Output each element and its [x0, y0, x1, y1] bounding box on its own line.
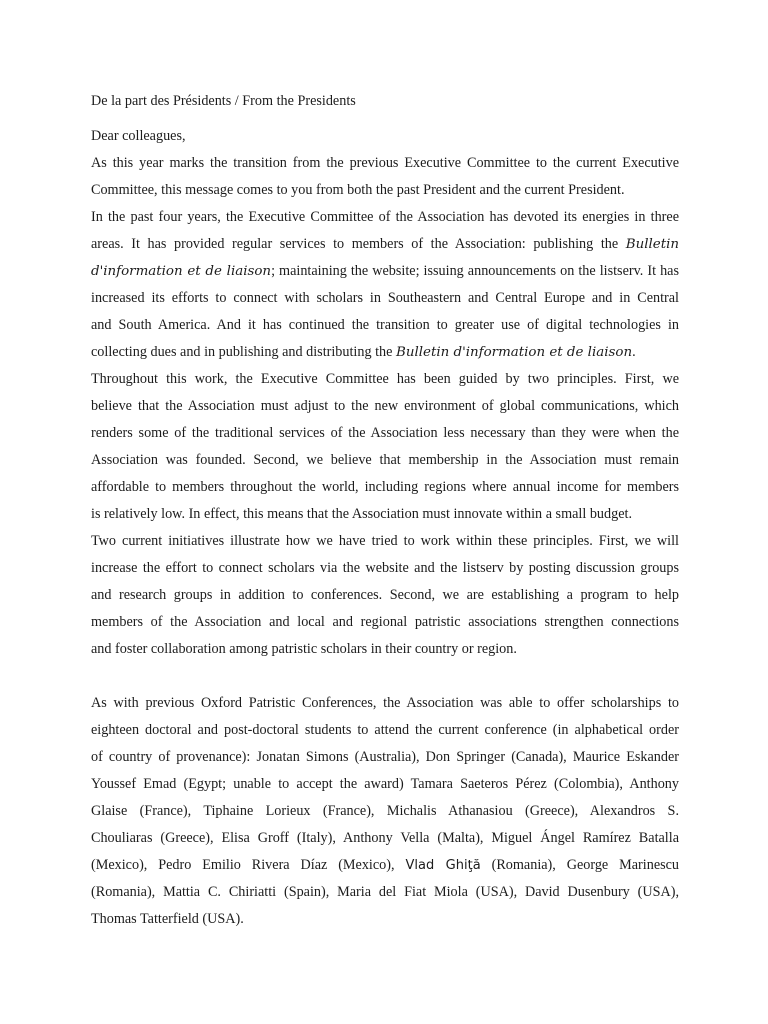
- paragraph-line: Thomas Tatterfield (USA).: [91, 911, 244, 927]
- paragraph-initiatives: [91, 528, 679, 663]
- paragraph-line: Two current initiatives illustrate how we have tried to work within these principles. First, we will: [91, 533, 679, 549]
- paragraph-line: (Romania), Mattia C. Chiriatti (Spain), Maria del Fiat Miola (USA), David Dusenbury (USA),: [91, 884, 679, 900]
- paragraph-line: and South America. And it has continued the transition to greater use of digital technologies in: [91, 317, 679, 333]
- scholar-name: Vlad Ghiţă: [405, 858, 481, 873]
- paragraph-line: Glaise (France), Tiphaine Lorieux (France), Michalis Athanasiou (Greece), Alexandros S.: [91, 803, 679, 819]
- paragraph-line: of country of provenance): Jonatan Simons (Australia), Don Springer (Canada), Maurice Eskander: [91, 749, 679, 765]
- paragraph-line: is relatively low. In effect, this means that the Association must innovate within a small budget.: [91, 506, 632, 522]
- paragraph-line: and research groups in addition to conferences. Second, we are establishing a program to help: [91, 587, 679, 603]
- paragraph-principles: [91, 366, 679, 528]
- paragraph-line: Youssef Emad (Egypt; unable to accept the award) Tamara Saeteros Pérez (Colombia), Anthony: [91, 776, 679, 792]
- paragraph-line: affordable to members throughout the world, including regions where annual income for members: [91, 479, 679, 495]
- paragraph-activities: [91, 204, 679, 366]
- salutation: Dear colleagues,: [91, 128, 186, 144]
- paragraph-line: Chouliaras (Greece), Elisa Groff (Italy), Anthony Vella (Malta), Miguel Ángel Ramírez Batalla: [91, 830, 679, 846]
- paragraph-line: Throughout this work, the Executive Committee has been guided by two principles. First, we: [91, 371, 679, 387]
- paragraph-line: Committee, this message comes to you from both the past President and the current President.: [91, 182, 625, 198]
- bulletin-title: d'information et de liaison: [91, 264, 272, 279]
- paragraph-line: [91, 339, 679, 366]
- document-page: [91, 88, 679, 933]
- paragraph-line: As this year marks the transition from the previous Executive Committee to the current Executive: [91, 155, 679, 171]
- paragraph-spacer: [91, 663, 679, 690]
- paragraph-line: [91, 231, 679, 258]
- paragraph-line: [91, 852, 679, 879]
- bulletin-title: Bulletin: [625, 237, 680, 252]
- text-run: .: [632, 344, 636, 360]
- paragraph-line: and foster collaboration among patristic scholars in their country or region.: [91, 641, 517, 657]
- paragraph-line: increase the effort to connect scholars via the website and the listserv by posting discussion groups: [91, 560, 679, 576]
- paragraph-line: In the past four years, the Executive Committee of the Association has devoted its energies in three: [91, 209, 679, 225]
- paragraph-line: As with previous Oxford Patristic Conferences, the Association was able to offer scholarships to: [91, 695, 679, 711]
- paragraph-line: believe that the Association must adjust to the new environment of global communications, which: [91, 398, 679, 414]
- paragraph-line: [91, 258, 679, 285]
- paragraph-line: renders some of the traditional services of the Association less necessary than they were when the: [91, 425, 679, 441]
- paragraph-transition: [91, 150, 679, 204]
- heading: De la part des Présidents / From the Presidents: [91, 93, 356, 109]
- text-run: areas. It has provided regular services to members of the Association: publishing the: [91, 236, 619, 252]
- text-run: (Romania), George Marinescu: [491, 857, 680, 873]
- paragraph-line: Association was founded. Second, we believe that membership in the Association must remain: [91, 452, 679, 468]
- text-run: (Mexico), Pedro Emilio Rivera Díaz (Mexico),: [91, 857, 395, 873]
- paragraph-line: members of the Association and local and regional patristic associations strengthen connections: [91, 614, 679, 630]
- paragraph-line: eighteen doctoral and post-doctoral students to attend the current conference (in alphabetical order: [91, 722, 679, 738]
- paragraph-scholarships: [91, 690, 679, 933]
- bulletin-title: Bulletin d'information et de liaison: [396, 345, 633, 360]
- paragraph-line: increased its efforts to connect with scholars in Southeastern and Central Europe and in Central: [91, 290, 679, 306]
- text-run: collecting dues and in publishing and distributing the: [91, 344, 393, 360]
- text-run: ; maintaining the website; issuing announcements on the listserv. It has: [271, 263, 679, 279]
